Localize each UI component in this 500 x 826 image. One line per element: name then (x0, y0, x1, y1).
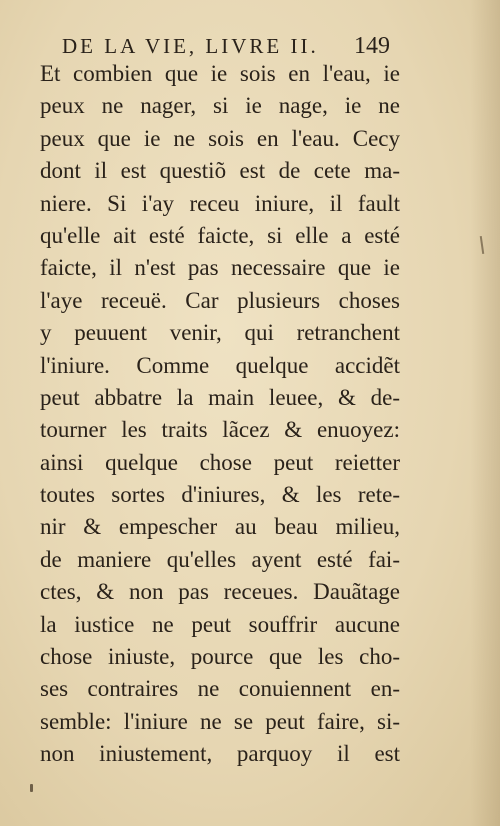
running-title: DE LA VIE, LIVRE II. (62, 34, 319, 58)
text-line: ctes, & non pas receues. Dauãtage (40, 579, 400, 605)
text-line: dont il est questiõ est de cete ma- (40, 158, 400, 184)
text-line: la iustice ne peut souffrir aucune (40, 611, 400, 637)
body-text (40, 58, 400, 771)
page-edge-shadow (470, 0, 500, 826)
text-line: tourner les traits lãcez & enuoyez: (40, 417, 400, 443)
text-line: peux que ie ne sois en l'eau. Cecy (40, 125, 400, 151)
page-header (62, 31, 390, 61)
page-number: 149 (354, 33, 390, 59)
text-line: l'aye receuë. Car plusieurs choses (40, 287, 400, 313)
text-line: de maniere qu'elles ayent esté fai- (40, 546, 400, 572)
margin-ink-dot (30, 784, 33, 792)
text-line: y peuuent venir, qui retranchent (40, 320, 400, 346)
text-line: peut abbatre la main leuee, & de- (40, 384, 400, 410)
text-line: chose iniuste, pource que les cho- (40, 644, 400, 670)
text-line: qu'elle ait esté faicte, si elle a esté (40, 222, 400, 248)
text-line: ainsi quelque chose peut reietter (40, 449, 400, 475)
text-line: nir & empescher au beau milieu, (40, 514, 400, 540)
text-line: Et combien que ie sois en l'eau, ie (40, 61, 400, 86)
text-line: faicte, il n'est pas necessaire que ie (40, 255, 400, 281)
text-line: peux ne nager, si ie nage, ie ne (40, 93, 400, 119)
text-line: non iniustement, parquoy il est (40, 741, 400, 767)
text-line: l'iniure. Comme quelque accidẽt (40, 352, 400, 378)
text-line: semble: l'iniure ne se peut faire, si- (40, 708, 400, 734)
text-line: toutes sortes d'iniures, & les rete- (40, 482, 400, 508)
text-line: ses contraires ne conuiennent en- (40, 676, 400, 702)
text-line: niere. Si i'ay receu iniure, il fault (40, 190, 400, 216)
